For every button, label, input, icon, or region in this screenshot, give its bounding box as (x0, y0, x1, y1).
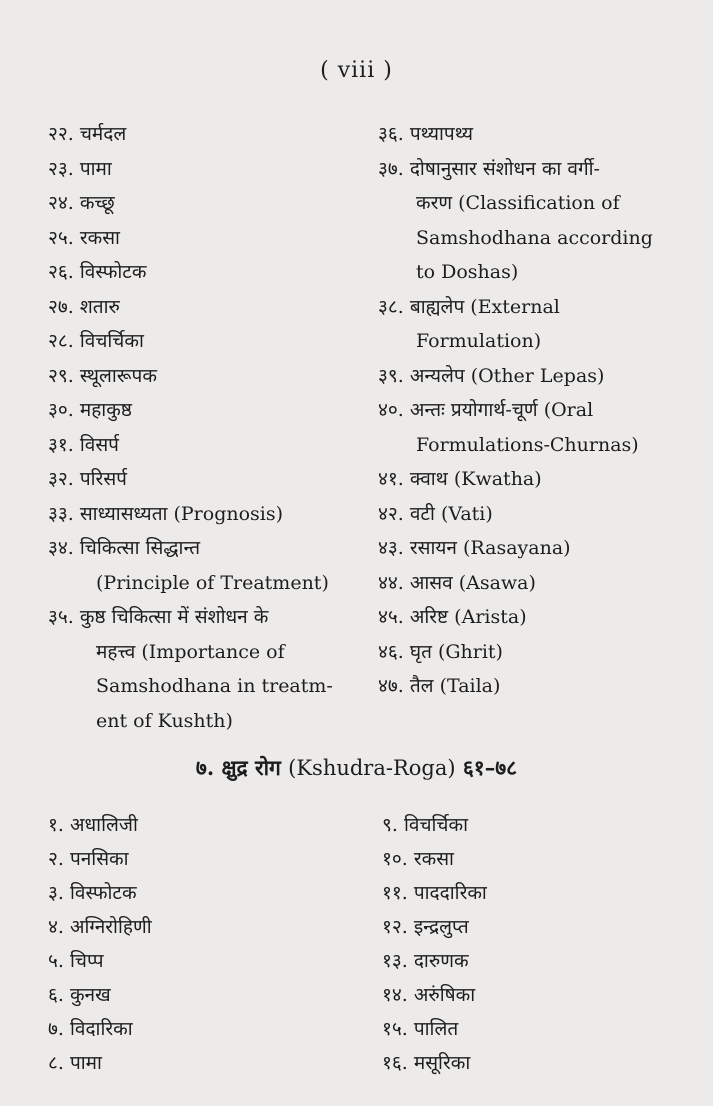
list-item: ५. चिप्प (48, 950, 104, 972)
list-item: ३५. कुष्ठ चिकित्सा में संशोधन के (48, 606, 269, 628)
list-item: ३९. अन्यलेप (Other Lepas) (378, 364, 605, 387)
list-item: ४३. रसायन (Rasayana) (378, 537, 571, 559)
list-item: ३७. दोषानुसार संशोधन का वर्गी- (378, 157, 600, 180)
list-item: १६. मसूरिका (382, 1052, 471, 1074)
list-item: ४. अग्निरोहिणी (48, 916, 152, 938)
list-item-continuation: करण (Classification of (416, 192, 620, 214)
list-item: ४६. घृत (Ghrit) (378, 640, 503, 663)
list-item: २७. शतारु (48, 295, 120, 318)
list-item: ६. कुनख (48, 984, 111, 1006)
list-item: ३३. साध्यासध्यता (Prognosis) (48, 502, 284, 525)
list-item: ३०. महाकुष्ठ (48, 399, 132, 421)
list-item: २९. स्थूलारूपक (48, 364, 157, 387)
list-item: ४२. वटी (Vati) (378, 502, 493, 525)
list-item: ७. विदारिका (48, 1018, 133, 1040)
list-item-continuation: Formulation) (416, 330, 542, 352)
page-number: ( viii ) (320, 58, 393, 83)
list-item: २३. पामा (48, 157, 112, 180)
list-item: ८. पामा (48, 1052, 102, 1074)
list-item: १२. इन्द्रलुप्त (382, 916, 469, 938)
section-title-hindi: क्षुद्र रोग (221, 755, 281, 780)
kshudra-right-column (382, 808, 487, 1080)
list-item-continuation: महत्त्व (Importance of (96, 640, 285, 663)
left-column (48, 117, 333, 738)
list-item-continuation: to Doshas) (416, 261, 519, 283)
list-item-continuation: Samshodhana in treatm- (96, 675, 333, 697)
list-item: ४०. अन्तः प्रयोगार्थ-चूर्ण (Oral (378, 399, 594, 421)
list-item: ४७. तैल (Taila) (378, 675, 501, 697)
list-item: ३. विस्फोटक (48, 882, 137, 904)
list-item: ३१. विसर्प (48, 433, 119, 456)
list-item: ३२. परिसर्प (48, 468, 127, 490)
list-item: २२. चर्मदल (48, 123, 127, 145)
section-number: ७. (195, 755, 215, 780)
list-item: २४. कच्छू (48, 192, 115, 214)
list-item: १. अधालिजी (48, 814, 138, 836)
section-title-english: (Kshudra-Roga) (288, 756, 456, 780)
list-item: ३८. बाह्यलेप (External (378, 295, 560, 318)
list-item: ९. विचर्चिका (382, 814, 469, 836)
list-item-continuation: Formulations-Churnas) (416, 433, 639, 456)
list-item-continuation: ent of Kushth) (96, 709, 233, 732)
section-page-range: ६१–७८ (462, 755, 518, 780)
list-item-continuation: (Principle of Treatment) (96, 571, 329, 594)
list-item: ३६. पथ्यापथ्य (378, 123, 474, 145)
list-item: १४. अरुंषिका (382, 984, 476, 1006)
list-item: २. पनसिका (48, 848, 129, 870)
list-item: ४१. क्वाथ (Kwatha) (378, 468, 542, 490)
list-item: २८. विचर्चिका (48, 330, 144, 352)
kshudra-left-column (48, 808, 152, 1080)
list-item: १०. रकसा (382, 848, 454, 870)
list-item: ११. पाददारिका (382, 882, 487, 904)
list-item: ४५. अरिष्ट (Arista) (378, 606, 527, 628)
list-item: ४४. आसव (Asawa) (378, 571, 536, 594)
list-item: १३. दारुणक (382, 950, 469, 972)
section-heading (0, 754, 713, 782)
list-item: १५. पालित (382, 1018, 459, 1040)
list-item-continuation: Samshodhana according (416, 226, 653, 249)
list-item: २६. विस्फोटक (48, 261, 147, 283)
list-item: २५. रकसा (48, 226, 120, 249)
list-item: ३४. चिकित्सा सिद्धान्त (48, 537, 201, 559)
right-column (378, 117, 653, 704)
